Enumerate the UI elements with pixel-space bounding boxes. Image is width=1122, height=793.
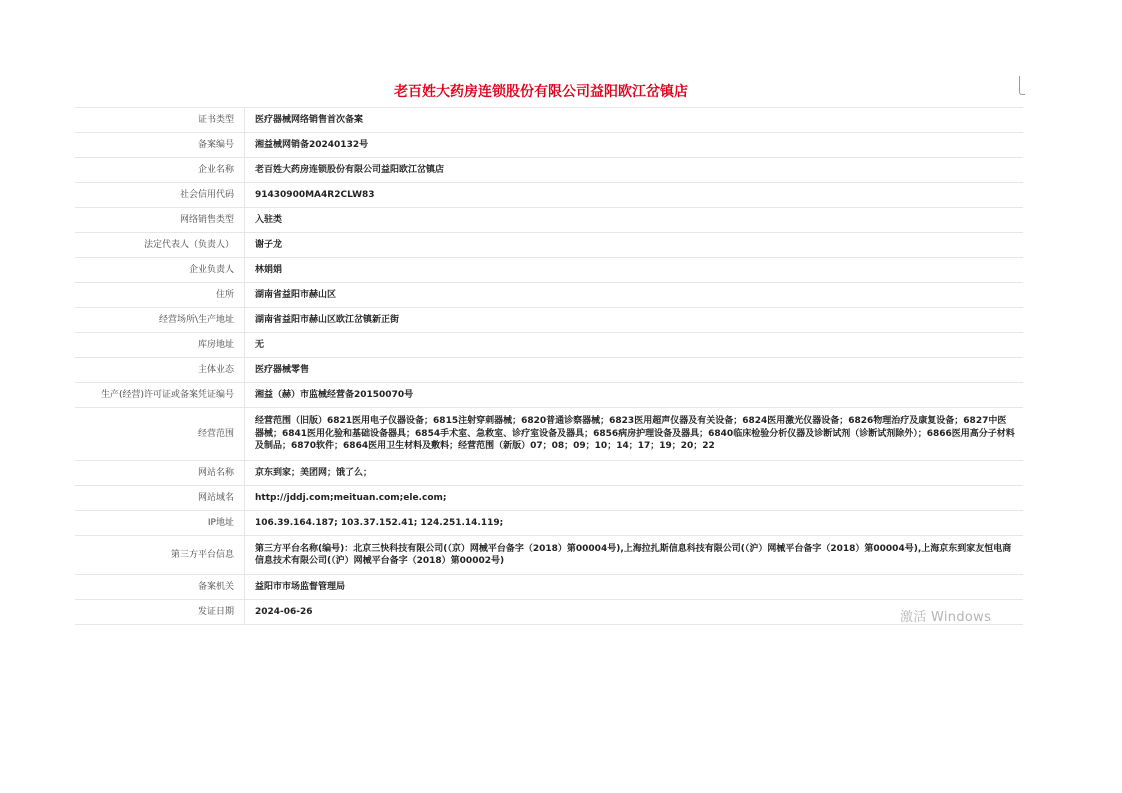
table-row xyxy=(75,183,1023,208)
row-label: 主体业态 xyxy=(75,358,245,383)
table-row xyxy=(75,308,1023,333)
table-row xyxy=(75,133,1023,158)
table-row xyxy=(75,575,1023,600)
row-value: 湖南省益阳市赫山区欧江岔镇新正街 xyxy=(245,308,1024,333)
row-value: 2024-06-26 xyxy=(245,600,1024,625)
row-value: 医疗器械零售 xyxy=(245,358,1024,383)
row-value: 91430900MA4R2CLW83 xyxy=(245,183,1024,208)
row-value: 入驻类 xyxy=(245,208,1024,233)
table-row xyxy=(75,461,1023,486)
row-value: 谢子龙 xyxy=(245,233,1024,258)
table-row xyxy=(75,536,1023,575)
row-label: 证书类型 xyxy=(75,108,245,133)
record-table xyxy=(75,107,1023,625)
row-value: 医疗器械网络销售首次备案 xyxy=(245,108,1024,133)
row-label: 经营范围 xyxy=(75,408,245,461)
row-label: 备案编号 xyxy=(75,133,245,158)
table-row xyxy=(75,486,1023,511)
row-label: IP地址 xyxy=(75,511,245,536)
row-label: 生产(经营)许可证或备案凭证编号 xyxy=(75,383,245,408)
table-row xyxy=(75,158,1023,183)
table-row xyxy=(75,358,1023,383)
row-value: 湘益（赫）市监械经营备20150070号 xyxy=(245,383,1024,408)
row-value: 经营范围（旧版）6821医用电子仪器设备；6815注射穿刺器械；6820普通诊察器械；6823医用超声仪器及有关设备；6824医用激光仪器设备；6826物理治疗及康复设备；6827中医器械；6841医用化验和基础设备器具；6854手术室、急救室、诊疗室设备及器具；6856病房护理设备及器具；6840临床检验分析仪器及诊断试剂（诊断试剂除外）；6866医用高分子材料及制品；6870软件；6864医用卫生材料及敷料；经营范围（新版）07；08；09；10；14；17；19；20；22 xyxy=(245,408,1024,461)
table-row xyxy=(75,233,1023,258)
scroll-indicator xyxy=(1019,76,1025,95)
row-label: 库房地址 xyxy=(75,333,245,358)
table-row xyxy=(75,283,1023,308)
row-value: 第三方平台名称(编号)：北京三快科技有限公司(（京）网械平台备字（2018）第00004号),上海拉扎斯信息科技有限公司(（沪）网械平台备字（2018）第00004号),上海京东到家友恒电商信息技术有限公司(（沪）网械平台备字（2018）第00002号) xyxy=(245,536,1024,575)
row-value: 无 xyxy=(245,333,1024,358)
certificate-document xyxy=(75,80,1023,625)
row-label: 网络销售类型 xyxy=(75,208,245,233)
page-title: 老百姓大药房连锁股份有限公司益阳欧江岔镇店 xyxy=(394,84,688,100)
table-row xyxy=(75,258,1023,283)
row-label: 企业负责人 xyxy=(75,258,245,283)
table-row xyxy=(75,383,1023,408)
row-value: 林娟娟 xyxy=(245,258,1024,283)
row-label: 第三方平台信息 xyxy=(75,536,245,575)
row-label: 网站名称 xyxy=(75,461,245,486)
table-row xyxy=(75,600,1023,625)
row-value: 湘益械网销备20240132号 xyxy=(245,133,1024,158)
row-value: 老百姓大药房连锁股份有限公司益阳欧江岔镇店 xyxy=(245,158,1024,183)
table-row xyxy=(75,408,1023,461)
table-row xyxy=(75,108,1023,133)
row-label: 企业名称 xyxy=(75,158,245,183)
row-value: 京东到家；美团网；饿了么； xyxy=(245,461,1024,486)
row-value: 益阳市市场监督管理局 xyxy=(245,575,1024,600)
activation-watermark: 激活 Windows xyxy=(900,610,992,625)
table-row xyxy=(75,208,1023,233)
row-label: 住所 xyxy=(75,283,245,308)
row-label: 社会信用代码 xyxy=(75,183,245,208)
row-label: 经营场所\生产地址 xyxy=(75,308,245,333)
row-label: 备案机关 xyxy=(75,575,245,600)
row-label: 法定代表人（负责人） xyxy=(75,233,245,258)
row-label: 发证日期 xyxy=(75,600,245,625)
row-value: 湖南省益阳市赫山区 xyxy=(245,283,1024,308)
row-label: 网站域名 xyxy=(75,486,245,511)
table-row xyxy=(75,511,1023,536)
table-row xyxy=(75,333,1023,358)
row-value: 106.39.164.187; 103.37.152.41; 124.251.14.119; xyxy=(245,511,1024,536)
row-value: http://jddj.com;meituan.com;ele.com; xyxy=(245,486,1024,511)
